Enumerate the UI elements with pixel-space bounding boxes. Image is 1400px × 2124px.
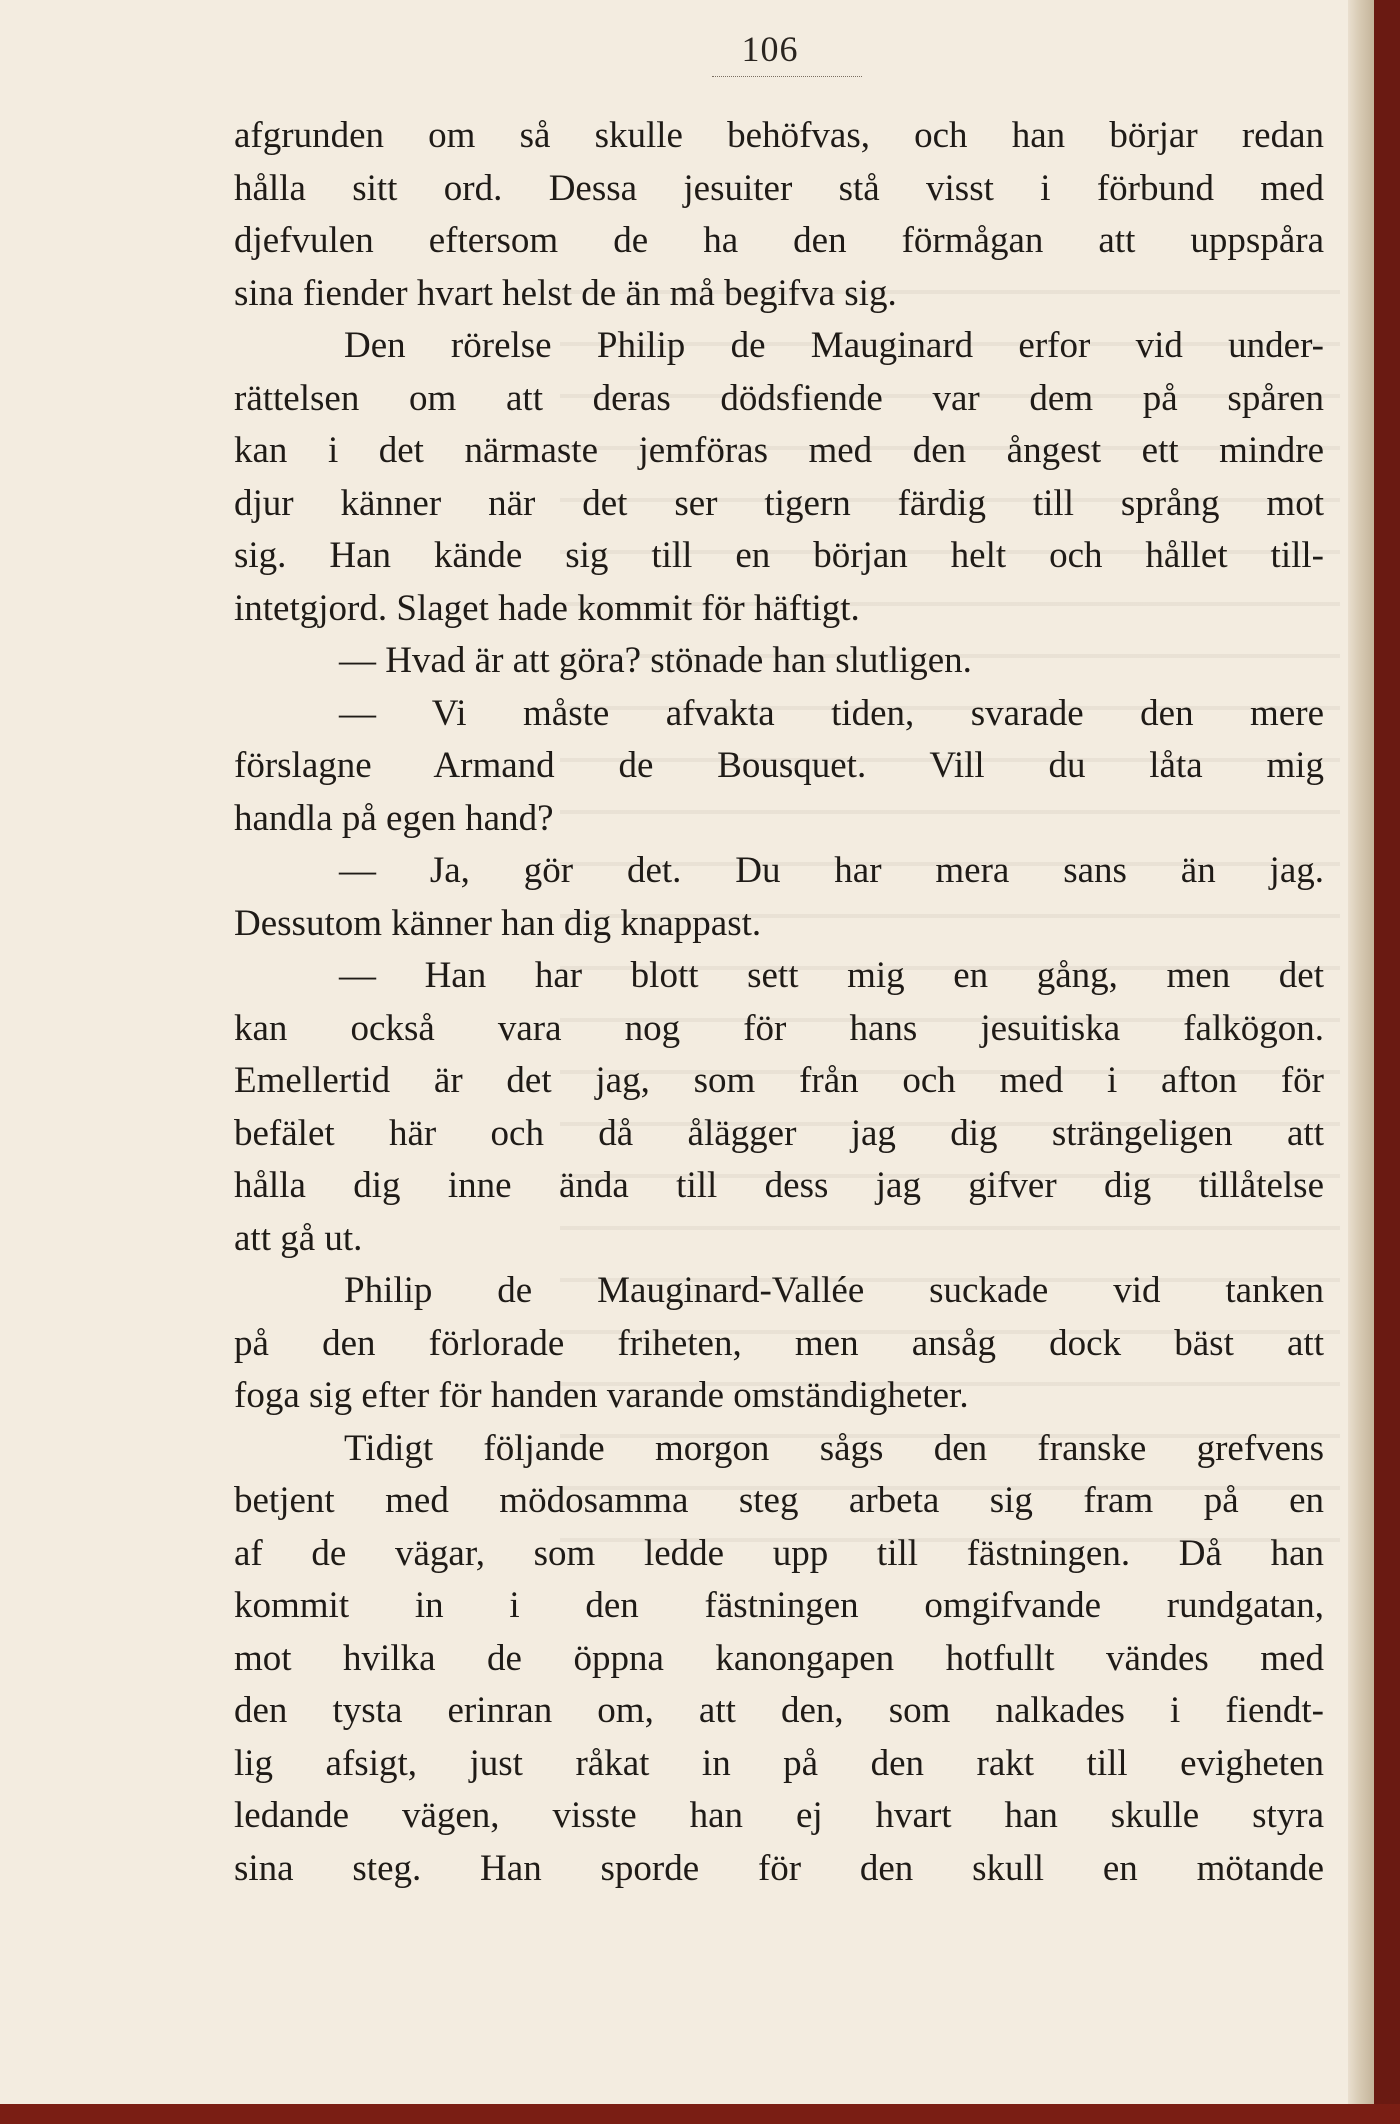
text-line: hålla dig inne ända till dess jag gifver dig tillåtelse — [234, 1165, 1324, 1206]
text-line: — Vi måste afvakta tiden, svarade den mere — [339, 692, 1324, 734]
text-line: af de vägar, som ledde upp till fästningen. Då han — [234, 1532, 1324, 1574]
text-line: kan i det närmaste jemföras med den ångest ett mindre — [234, 430, 1324, 471]
text-line: djur känner när det ser tigern färdig till språng mot — [234, 482, 1324, 524]
text-line: afgrunden om så skulle behöfvas, och han börjar redan — [234, 115, 1324, 156]
text-line: mot hvilka de öppna kanongapen hotfullt vändes med — [234, 1637, 1324, 1679]
text-line: ledande vägen, visste han ej hvart han skulle styra — [234, 1795, 1324, 1836]
text-line: sig. Han kände sig till en början helt och hållet till- — [234, 535, 1324, 576]
text-line: sina steg. Han sporde för den skull en mötande — [234, 1847, 1324, 1889]
text-line: sina fiender hvart helst de än må begifva sig. — [234, 272, 897, 314]
text-line: — Ja, gör det. Du har mera sans än jag. — [339, 850, 1324, 891]
header-rule — [712, 76, 862, 77]
text-line: djefvulen eftersom de ha den förmågan att uppspåra — [234, 220, 1324, 261]
text-line: betjent med mödosamma steg arbeta sig fram på en — [234, 1480, 1324, 1521]
text-line: lig afsigt, just råkat in på den rakt till evigheten — [234, 1742, 1324, 1784]
text-line: foga sig efter för handen varande omständigheter. — [234, 1375, 969, 1416]
text-line: intetgjord. Slaget hade kommit för häftigt. — [234, 587, 860, 629]
text-line: rättelsen om att deras dödsfiende var dem på spåren — [234, 377, 1324, 419]
text-line: — Han har blott sett mig en gång, men det — [339, 955, 1324, 996]
text-line: Tidigt följande morgon sågs den franske grefvens — [344, 1427, 1324, 1469]
text-line: Dessutom känner han dig knappast. — [234, 902, 762, 944]
text-line: på den förlorade friheten, men ansåg dock bäst att — [234, 1322, 1324, 1364]
text-line: kan också vara nog för hans jesuitiska falkögon. — [234, 1007, 1324, 1049]
text-line: — Hvad är att göra? stönade han slutligen. — [339, 640, 972, 681]
text-line: Emellertid är det jag, som från och med i afton för — [234, 1060, 1324, 1101]
text-line: handla på egen hand? — [234, 797, 554, 839]
text-line: kommit in i den fästningen omgifvande rundgatan, — [234, 1585, 1324, 1626]
page-edge — [1348, 0, 1374, 2104]
page-number: 106 — [741, 29, 799, 69]
text-line: Den rörelse Philip de Mauginard erfor vid under- — [344, 325, 1324, 366]
text-line: att gå ut. — [234, 1217, 363, 1259]
text-line: förslagne Armand de Bousquet. Vill du låta mig — [234, 745, 1324, 786]
body-text — [234, 110, 1324, 1895]
text-line: Philip de Mauginard-Vallée suckade vid tanken — [344, 1270, 1324, 1311]
text-line: hålla sitt ord. Dessa jesuiter stå visst i förbund med — [234, 167, 1324, 209]
book-cover-edge — [0, 2104, 1400, 2124]
text-line: befälet här och då ålägger jag dig strängeligen att — [234, 1112, 1324, 1154]
text-line: den tysta erinran om, att den, som nalkades i fiendt- — [234, 1690, 1324, 1731]
